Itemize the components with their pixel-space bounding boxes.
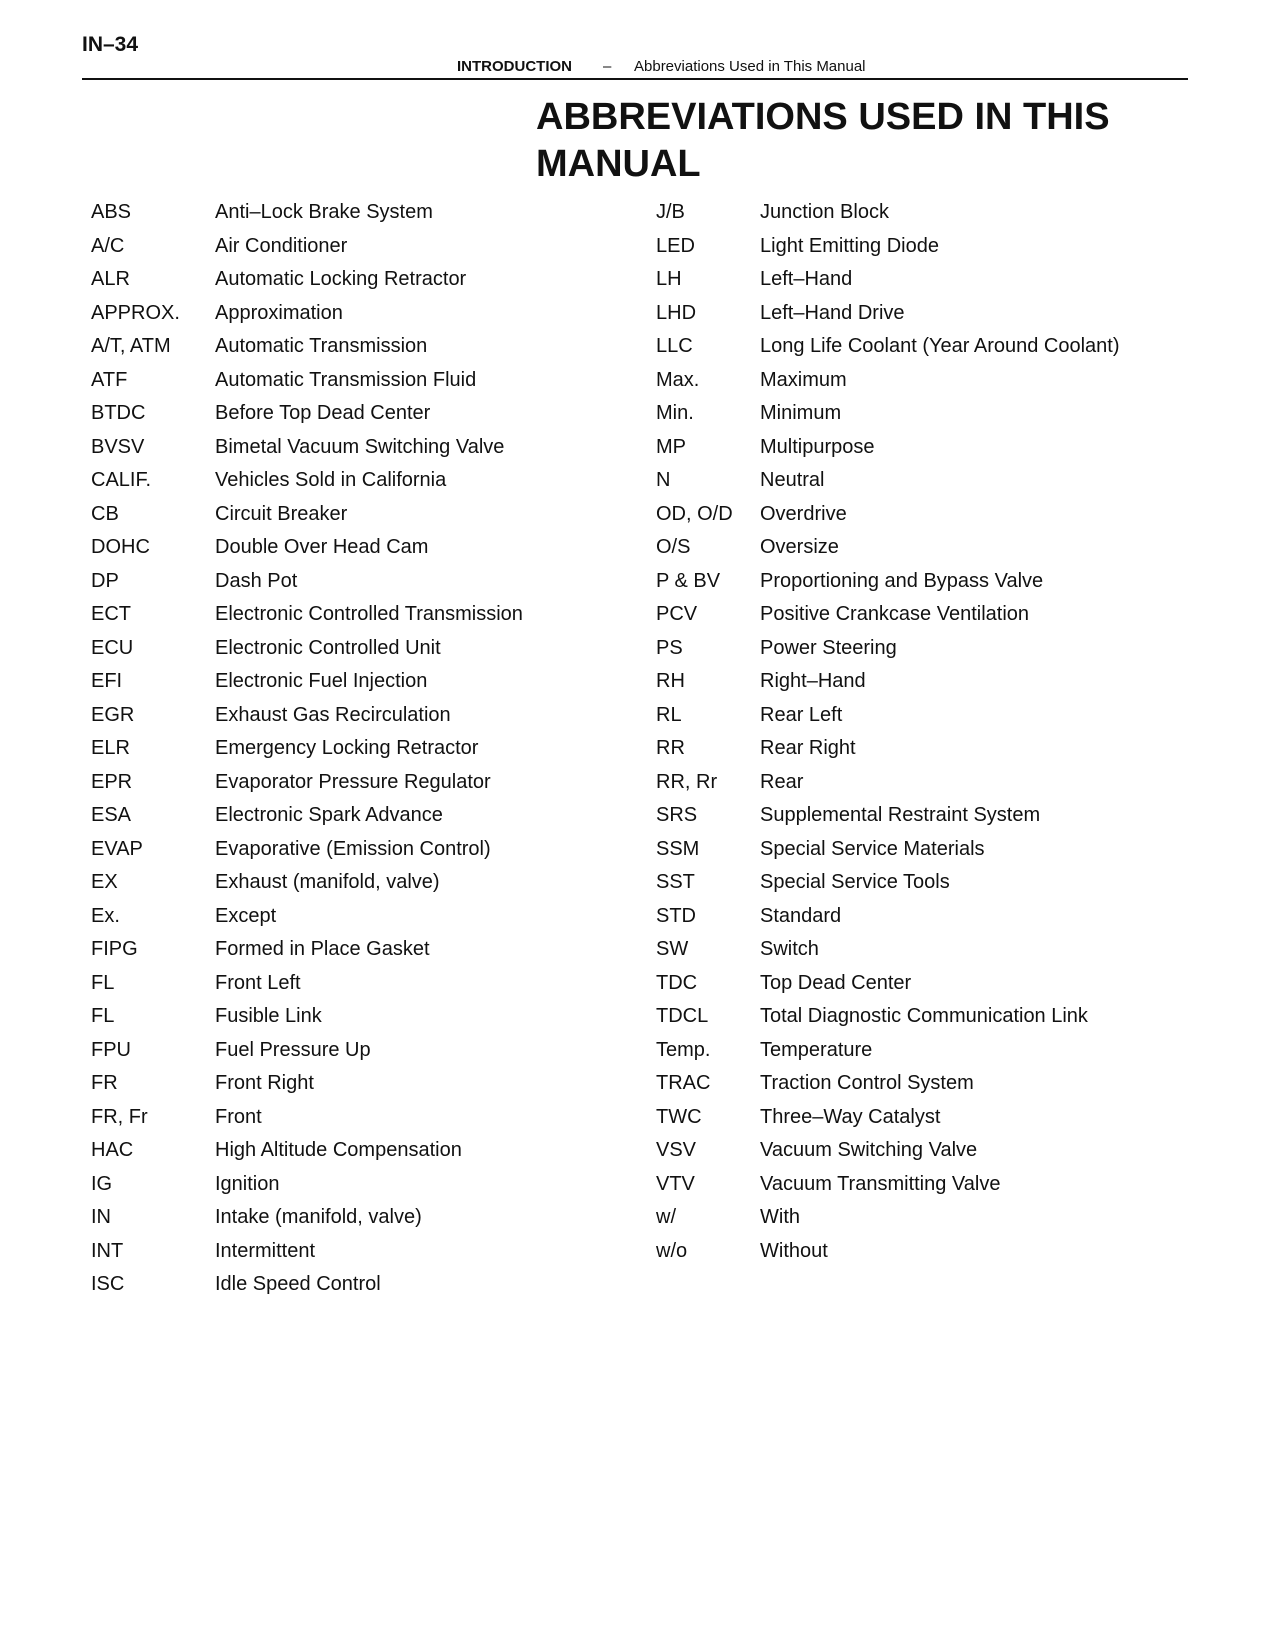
abbreviation: LED <box>656 234 695 257</box>
abbreviation: SW <box>656 938 689 960</box>
abbreviation-row <box>91 1235 651 1269</box>
abbreviation-meaning: Ignition <box>215 1172 280 1195</box>
abbreviation-row <box>656 196 1216 230</box>
abbreviation-meaning: Automatic Transmission Fluid <box>215 368 477 391</box>
abbreviation: OD, O/D <box>656 502 733 525</box>
abbreviation: BTDC <box>91 402 146 424</box>
abbreviation-row <box>656 498 1216 532</box>
abbreviation-meaning: Exhaust Gas Recirculation <box>215 703 451 726</box>
abbreviation-meaning: Electronic Controlled Unit <box>215 636 441 659</box>
abbreviation-row <box>656 766 1216 800</box>
abbreviation: VTV <box>656 1172 695 1195</box>
abbreviation-meaning: Double Over Head Cam <box>215 536 429 558</box>
abbreviation-row <box>91 196 651 230</box>
abbreviation: MP <box>656 435 686 458</box>
abbreviation: TWC <box>656 1105 702 1128</box>
abbreviation-row <box>91 598 651 632</box>
abbreviation-meaning: Electronic Fuel Injection <box>215 670 428 692</box>
abbreviation: A/T, ATM <box>91 335 171 357</box>
abbreviation: LH <box>656 268 682 290</box>
abbreviation: SRS <box>656 804 698 826</box>
abbreviation-row <box>91 498 651 532</box>
abbreviation: EGR <box>91 703 135 726</box>
abbreviation-meaning: Traction Control System <box>760 1072 974 1094</box>
abbreviation: CB <box>91 502 119 525</box>
abbreviation-meaning: Bimetal Vacuum Switching Valve <box>215 435 505 458</box>
abbreviation: CALIF. <box>91 469 152 491</box>
page-number: IN–34 <box>82 33 139 56</box>
abbreviation-meaning: Maximum <box>760 368 847 391</box>
abbreviation: FL <box>91 1005 115 1027</box>
abbreviation-row <box>656 1168 1216 1202</box>
abbreviation: O/S <box>656 536 691 558</box>
abbreviation-meaning: Dash Pot <box>215 569 298 592</box>
abbreviation-row <box>91 833 651 867</box>
abbreviation: ISC <box>91 1273 125 1295</box>
abbreviation-row <box>656 833 1216 867</box>
abbreviation: SSM <box>656 837 700 860</box>
abbreviation-meaning: Three–Way Catalyst <box>760 1105 941 1128</box>
abbreviation-row <box>656 900 1216 934</box>
abbreviation-meaning: Rear Left <box>760 703 843 726</box>
abbreviation: ESA <box>91 804 132 826</box>
abbreviation: TRAC <box>656 1072 711 1094</box>
abbreviation-row <box>91 1201 651 1235</box>
abbreviation-row <box>91 263 651 297</box>
abbreviation: LLC <box>656 335 693 357</box>
abbreviation: DOHC <box>91 536 150 558</box>
abbreviation-meaning: Overdrive <box>760 502 847 525</box>
abbreviation-meaning: Oversize <box>760 536 839 558</box>
abbreviation: ECU <box>91 636 134 659</box>
abbreviation: PCV <box>656 603 698 625</box>
abbreviation-meaning: Left–Hand <box>760 268 853 290</box>
abbreviation-meaning: Right–Hand <box>760 670 866 692</box>
abbreviation: SST <box>656 871 695 893</box>
abbreviation: TDCL <box>656 1005 709 1027</box>
abbreviation-row <box>656 1000 1216 1034</box>
abbreviation-meaning: Automatic Transmission <box>215 335 428 357</box>
abbreviation-meaning: Supplemental Restraint System <box>760 804 1041 826</box>
abbreviation-row <box>91 699 651 733</box>
abbreviation-row <box>91 230 651 264</box>
abbreviation-meaning: Fusible Link <box>215 1005 322 1027</box>
abbreviation-row <box>91 1034 651 1068</box>
abbreviation-meaning: Electronic Spark Advance <box>215 804 443 826</box>
abbreviation: RL <box>656 703 682 726</box>
abbreviation-row <box>91 431 651 465</box>
abbreviation-meaning: Circuit Breaker <box>215 502 348 525</box>
abbreviation-row <box>656 632 1216 666</box>
abbreviation: ABS <box>91 201 132 223</box>
abbreviation-row <box>656 464 1216 498</box>
abbreviation-row <box>656 1235 1216 1269</box>
abbreviation-row <box>656 732 1216 766</box>
abbreviation-row <box>656 330 1216 364</box>
abbreviation-row <box>91 297 651 331</box>
abbreviation-row <box>656 967 1216 1001</box>
abbreviation: HAC <box>91 1139 134 1161</box>
abbreviation-list-right <box>656 196 1216 1268</box>
abbreviation-row <box>91 1134 651 1168</box>
abbreviation: INT <box>91 1239 124 1262</box>
abbreviation-row <box>656 230 1216 264</box>
abbreviation-row <box>91 330 651 364</box>
abbreviation: RR, Rr <box>656 770 718 793</box>
abbreviation: N <box>656 469 671 491</box>
abbreviation-row <box>91 665 651 699</box>
abbreviation-row <box>91 1067 651 1101</box>
abbreviation-meaning: Light Emitting Diode <box>760 234 939 257</box>
abbreviation-meaning: Exhaust (manifold, valve) <box>215 871 440 893</box>
abbreviation: TDC <box>656 971 698 994</box>
abbreviation-meaning: Anti–Lock Brake System <box>215 201 433 223</box>
abbreviation-meaning: Neutral <box>760 469 825 491</box>
abbreviation-meaning: Formed in Place Gasket <box>215 938 430 960</box>
abbreviation-meaning: Electronic Controlled Transmission <box>215 603 523 625</box>
abbreviation: w/o <box>656 1239 688 1262</box>
abbreviation-meaning: Emergency Locking Retractor <box>215 737 479 759</box>
abbreviation-meaning: High Altitude Compensation <box>215 1139 462 1161</box>
abbreviation: ECT <box>91 603 131 625</box>
abbreviation-row <box>91 1168 651 1202</box>
abbreviation-meaning: Long Life Coolant (Year Around Coolant) <box>760 335 1120 357</box>
abbreviation: RH <box>656 670 685 692</box>
abbreviation: LHD <box>656 301 697 324</box>
abbreviation-meaning: Power Steering <box>760 636 897 659</box>
abbreviation-row <box>656 431 1216 465</box>
abbreviation-row <box>91 900 651 934</box>
abbreviation-meaning: Junction Block <box>760 201 889 223</box>
abbreviation-meaning: Left–Hand Drive <box>760 301 905 324</box>
abbreviation: Temp. <box>656 1038 711 1061</box>
abbreviation-meaning: Evaporative (Emission Control) <box>215 837 491 860</box>
abbreviation-row <box>656 565 1216 599</box>
abbreviation-list-left <box>91 196 651 1302</box>
abbreviation-meaning: Before Top Dead Center <box>215 402 431 424</box>
abbreviation-row <box>656 364 1216 398</box>
abbreviation-row <box>656 1101 1216 1135</box>
abbreviation: EPR <box>91 770 133 793</box>
abbreviation-meaning: Intermittent <box>215 1239 316 1262</box>
abbreviation-meaning: Vacuum Switching Valve <box>760 1139 978 1161</box>
abbreviation-row <box>656 1034 1216 1068</box>
abbreviation-row <box>656 799 1216 833</box>
abbreviation: FL <box>91 971 115 994</box>
abbreviation-meaning: Intake (manifold, valve) <box>215 1206 422 1228</box>
abbreviation-row <box>656 263 1216 297</box>
abbreviation-row <box>656 1134 1216 1168</box>
abbreviation-meaning: Proportioning and Bypass Valve <box>760 569 1044 592</box>
abbreviation-meaning: Air Conditioner <box>215 234 348 257</box>
abbreviation-row <box>91 464 651 498</box>
abbreviation-meaning: Special Service Tools <box>760 871 950 893</box>
abbreviation-meaning: Front Right <box>215 1072 314 1094</box>
page-title: ABBREVIATIONS USED IN THIS MANUAL <box>536 96 1110 185</box>
abbreviation: A/C <box>91 234 125 257</box>
abbreviation: FIPG <box>91 938 138 960</box>
abbreviation: VSV <box>656 1139 697 1161</box>
abbreviation-row <box>656 598 1216 632</box>
abbreviation: BVSV <box>91 435 145 458</box>
abbreviation-row <box>91 397 651 431</box>
abbreviation-meaning: Rear <box>760 770 804 793</box>
abbreviation-row <box>91 565 651 599</box>
abbreviation-row <box>91 732 651 766</box>
abbreviation-row <box>656 297 1216 331</box>
abbreviation-meaning: Positive Crankcase Ventilation <box>760 603 1030 625</box>
abbreviation: EVAP <box>91 837 143 860</box>
abbreviation-row <box>91 632 651 666</box>
abbreviation: FR, Fr <box>91 1105 148 1128</box>
abbreviation-meaning: Idle Speed Control <box>215 1273 381 1295</box>
abbreviation-meaning: With <box>760 1206 800 1228</box>
abbreviation: RR <box>656 737 685 759</box>
abbreviation: FPU <box>91 1038 131 1061</box>
abbreviation-row <box>91 1101 651 1135</box>
abbreviation-row <box>91 799 651 833</box>
abbreviation: w/ <box>656 1206 676 1228</box>
abbreviation-meaning: Front Left <box>215 971 301 994</box>
abbreviation: Min. <box>656 402 694 424</box>
abbreviation-row <box>91 364 651 398</box>
abbreviation-meaning: Without <box>760 1239 828 1262</box>
abbreviation-row <box>91 933 651 967</box>
header-section: INTRODUCTION <box>457 58 572 75</box>
abbreviation: PS <box>656 636 683 659</box>
abbreviation: ELR <box>91 737 130 759</box>
abbreviation-row <box>91 866 651 900</box>
abbreviation: IN <box>91 1206 111 1228</box>
abbreviation-row <box>656 665 1216 699</box>
abbreviation: P & BV <box>656 569 721 592</box>
abbreviation-row <box>656 699 1216 733</box>
abbreviation: J/B <box>656 201 685 223</box>
abbreviation-row <box>656 1201 1216 1235</box>
abbreviation: Max. <box>656 368 700 391</box>
abbreviation-meaning: Vacuum Transmitting Valve <box>760 1172 1001 1195</box>
abbreviation-meaning: Special Service Materials <box>760 837 985 860</box>
abbreviation-meaning: Total Diagnostic Communication Link <box>760 1005 1088 1027</box>
abbreviation-meaning: Vehicles Sold in California <box>215 469 447 491</box>
abbreviation: FR <box>91 1072 118 1094</box>
abbreviation: IG <box>91 1172 113 1195</box>
abbreviation: APPROX. <box>91 301 180 324</box>
abbreviation: STD <box>656 904 696 927</box>
abbreviation-row <box>91 766 651 800</box>
abbreviation-meaning: Automatic Locking Retractor <box>215 268 467 290</box>
abbreviation-row <box>91 1000 651 1034</box>
header-rule <box>82 78 1188 80</box>
header-separator: – <box>603 58 612 75</box>
abbreviation-meaning: Top Dead Center <box>760 971 912 994</box>
abbreviation-meaning: Switch <box>760 938 819 960</box>
abbreviation-row <box>91 531 651 565</box>
abbreviation-meaning: Front <box>215 1105 262 1128</box>
abbreviation-row <box>91 967 651 1001</box>
abbreviation-meaning: Multipurpose <box>760 435 875 458</box>
abbreviation: Ex. <box>91 904 120 927</box>
abbreviation-meaning: Temperature <box>760 1038 873 1061</box>
abbreviation: EFI <box>91 670 123 692</box>
abbreviation-meaning: Approximation <box>215 301 343 324</box>
abbreviation-meaning: Evaporator Pressure Regulator <box>215 770 491 793</box>
header-subtitle: Abbreviations Used in This Manual <box>634 58 866 75</box>
abbreviation-meaning: Minimum <box>760 402 842 424</box>
abbreviation: ATF <box>91 368 128 391</box>
abbreviation-row <box>91 1268 651 1302</box>
abbreviation-row <box>656 1067 1216 1101</box>
abbreviation-row <box>656 531 1216 565</box>
abbreviation: EX <box>91 871 118 893</box>
abbreviation-row <box>656 397 1216 431</box>
abbreviation: ALR <box>91 268 130 290</box>
abbreviation-row <box>656 866 1216 900</box>
abbreviation-meaning: Fuel Pressure Up <box>215 1038 371 1061</box>
abbreviation-meaning: Rear Right <box>760 737 856 759</box>
abbreviation-row <box>656 933 1216 967</box>
abbreviation-meaning: Standard <box>760 904 842 927</box>
abbreviation: DP <box>91 569 119 592</box>
abbreviation-meaning: Except <box>215 904 277 927</box>
